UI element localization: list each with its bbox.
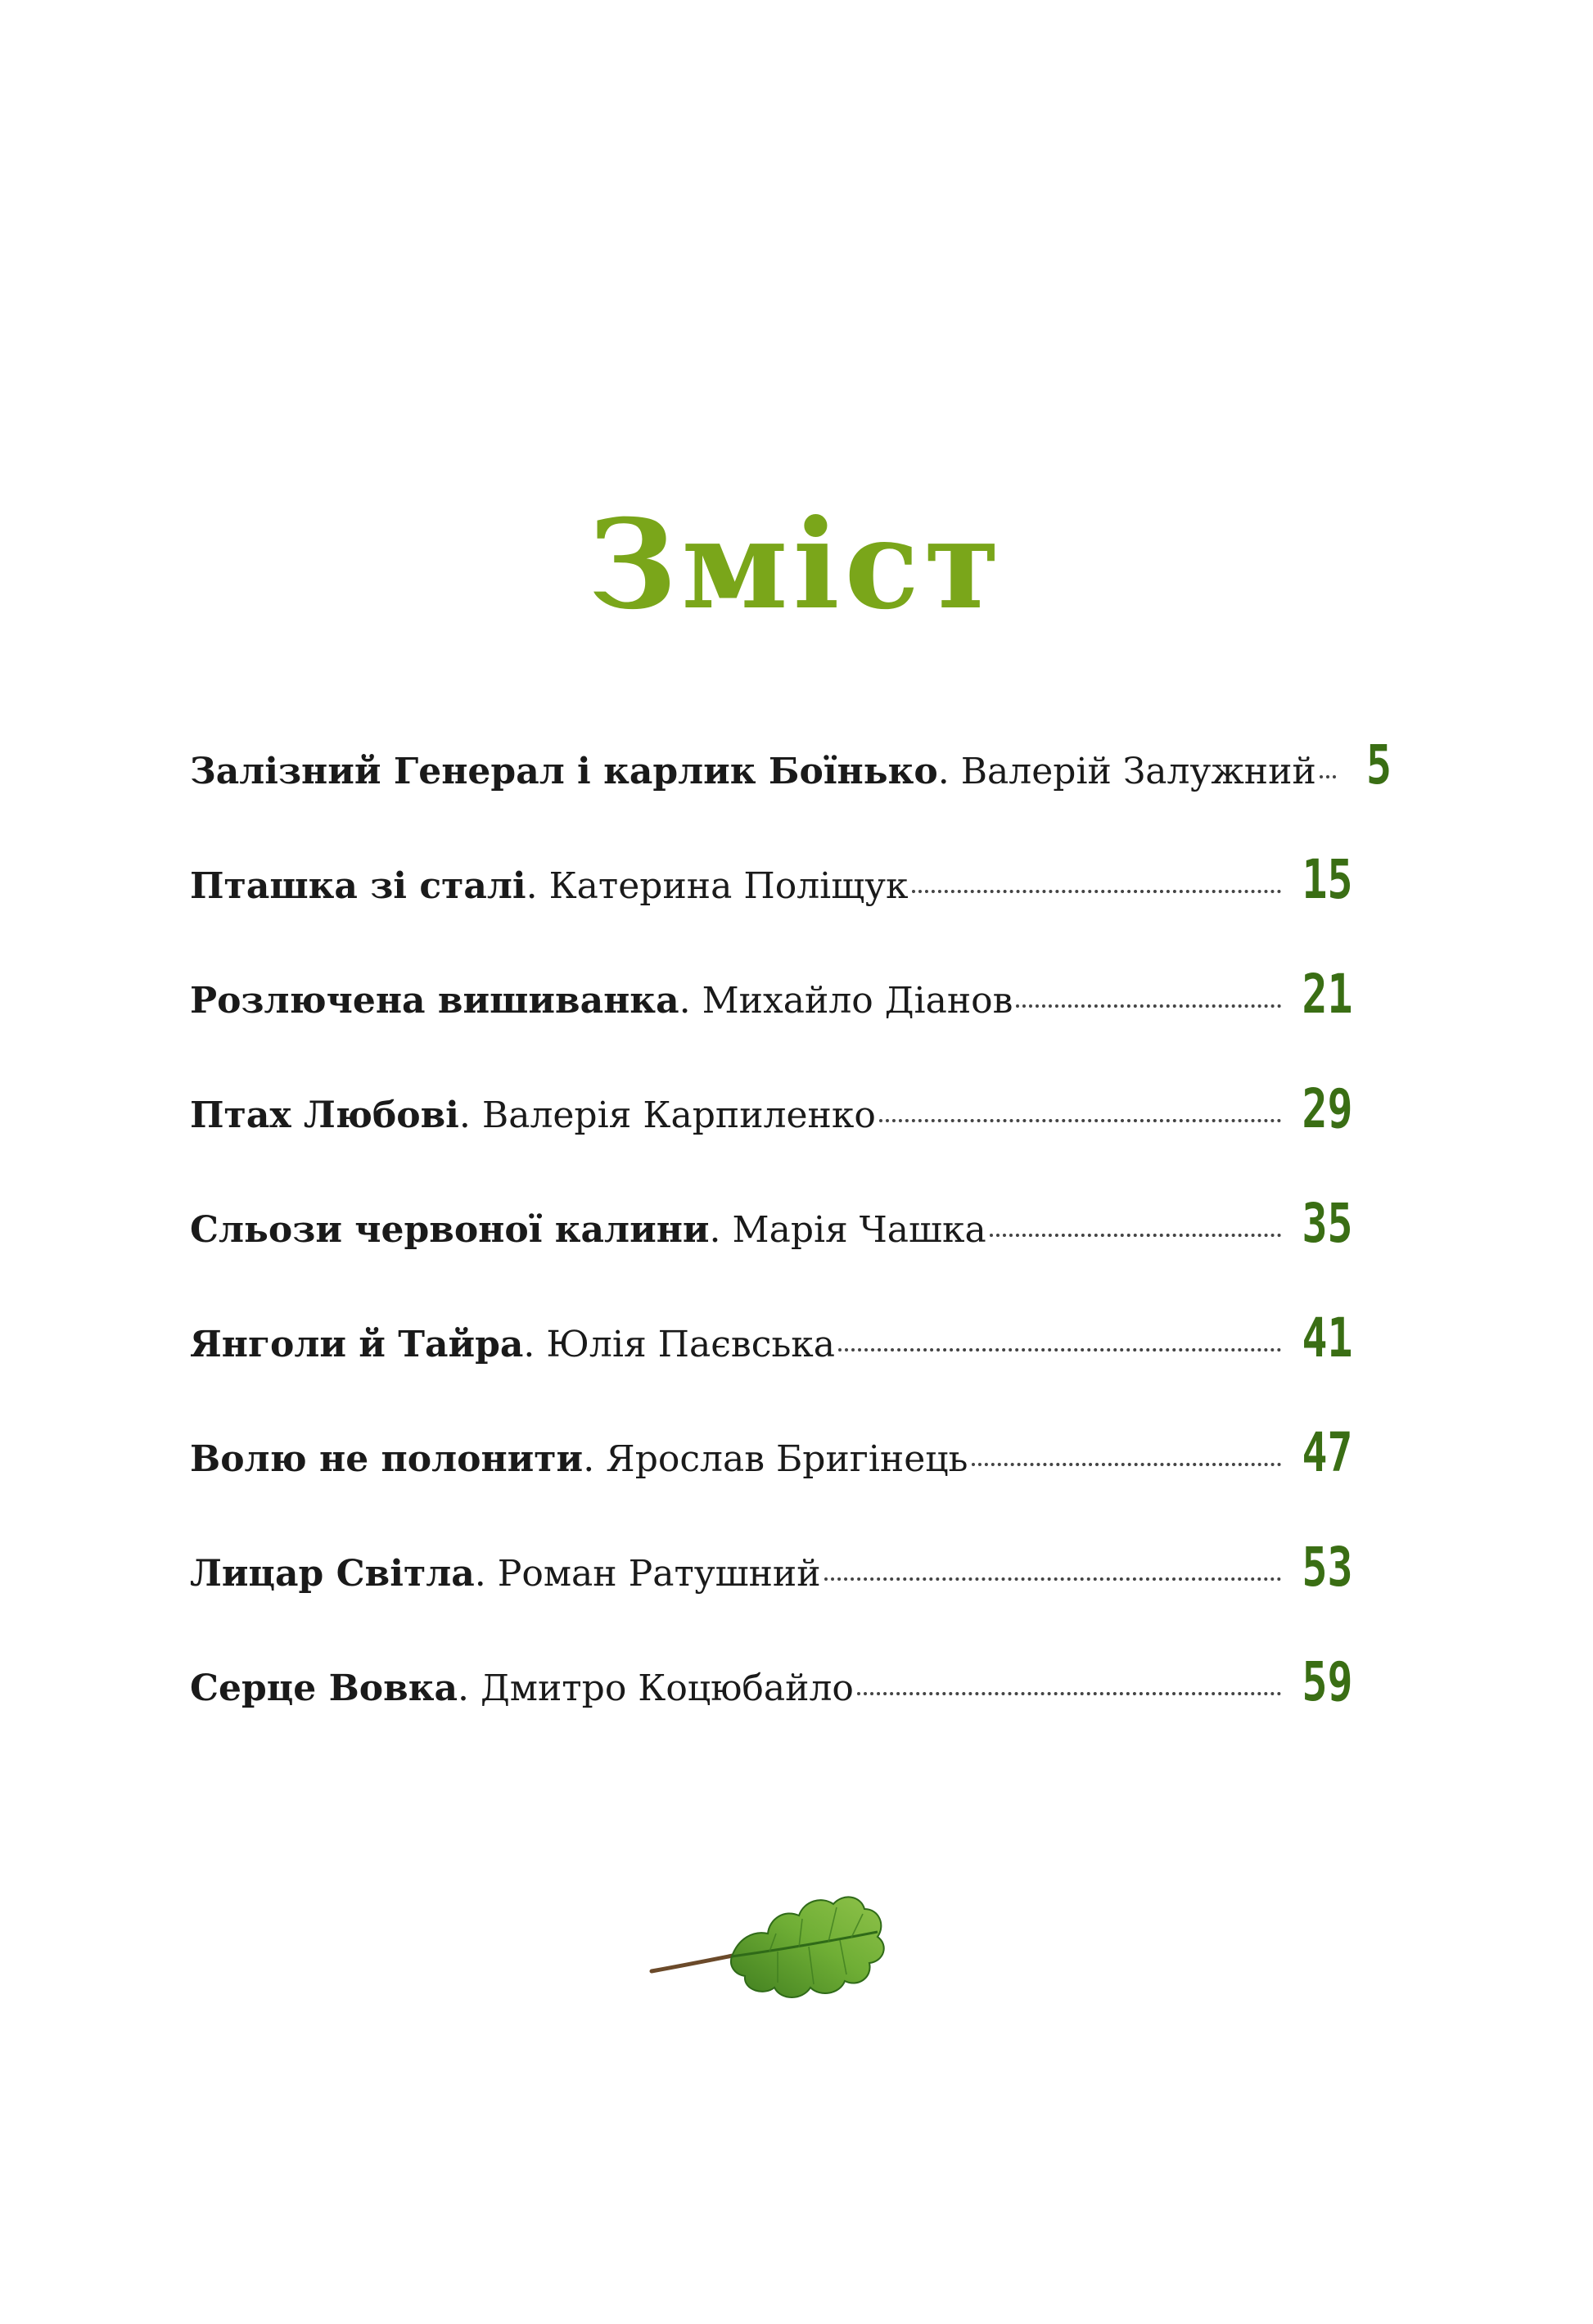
toc-entry-title: Птах Любові	[190, 1094, 459, 1136]
toc-entry-page-number: 21	[1302, 963, 1352, 1026]
table-of-contents	[190, 733, 1392, 1772]
toc-entry[interactable]	[190, 848, 1352, 970]
toc-entry-separator: .	[474, 1553, 498, 1595]
toc-entry-separator: .	[458, 1094, 482, 1136]
toc-entry[interactable]	[190, 963, 1352, 1085]
toc-entry[interactable]	[190, 1077, 1352, 1199]
toc-entry-title: Розлючена вишиванка	[190, 980, 679, 1022]
dot-leader	[824, 1577, 1281, 1581]
toc-entry[interactable]	[190, 1536, 1352, 1658]
leaf-blade	[731, 1897, 884, 1997]
toc-entry-page-number: 41	[1302, 1306, 1352, 1370]
toc-entry[interactable]	[190, 1306, 1352, 1428]
toc-entry-author: Валерій Залужний	[960, 751, 1316, 792]
toc-entry-title: Пташка зі сталі	[190, 865, 526, 907]
dot-leader	[857, 1692, 1281, 1695]
toc-entry-author: Михайло Діанов	[702, 980, 1013, 1022]
oak-leaf-icon	[647, 1850, 909, 2030]
toc-entry-separator: .	[526, 865, 549, 907]
dot-leader	[879, 1119, 1281, 1122]
toc-entry[interactable]	[190, 1650, 1352, 1772]
toc-entry[interactable]	[190, 733, 1392, 855]
toc-entry-author: Роман Ратушний	[497, 1553, 821, 1595]
toc-entry-separator: .	[937, 751, 961, 792]
dot-leader	[1016, 1004, 1280, 1008]
toc-entry-author: Марія Чашка	[732, 1209, 986, 1251]
toc-entry-author: Юлія Паєвська	[546, 1324, 836, 1365]
toc-entry-author: Валерія Карпиленко	[481, 1094, 876, 1136]
dot-leader	[990, 1234, 1281, 1237]
toc-entry-page-number: 15	[1302, 848, 1352, 911]
toc-entry-separator: .	[523, 1324, 547, 1365]
toc-entry-page-number: 59	[1302, 1650, 1352, 1713]
toc-entry-title: Серце Вовка	[190, 1667, 458, 1709]
dot-leader	[972, 1463, 1281, 1466]
toc-entry-page-number: 53	[1302, 1536, 1352, 1599]
toc-entry-page-number: 29	[1302, 1077, 1352, 1140]
toc-entry-title: Волю не полонити	[190, 1438, 584, 1480]
toc-entry-page-number: 35	[1302, 1192, 1352, 1255]
toc-entry-title: Залізний Генерал і карлик Боїнько	[190, 751, 938, 792]
page-title: Зміст	[588, 493, 1005, 637]
toc-entry-title: Сльози червоної калини	[190, 1209, 710, 1251]
dot-leader	[1320, 775, 1336, 778]
toc-entry-author: Катерина Поліщук	[548, 865, 909, 907]
toc-entry-separator: .	[458, 1667, 481, 1709]
dot-leader	[912, 890, 1281, 893]
toc-entry-separator: .	[583, 1438, 607, 1480]
toc-entry-separator: .	[679, 980, 702, 1022]
toc-entry-separator: .	[709, 1209, 733, 1251]
leaf-stem	[652, 1955, 737, 1971]
toc-entry-title: Янголи й Тайра	[190, 1324, 524, 1365]
toc-entry-author: Ярослав Бригінець	[606, 1438, 968, 1480]
toc-entry-title: Лицар Світла	[190, 1553, 475, 1595]
toc-entry[interactable]	[190, 1421, 1352, 1543]
toc-entry-page-number: 5	[1365, 733, 1392, 796]
dot-leader	[838, 1348, 1280, 1352]
toc-entry-author: Дмитро Коцюбайло	[480, 1667, 854, 1709]
toc-entry[interactable]	[190, 1192, 1352, 1314]
toc-entry-page-number: 47	[1302, 1421, 1352, 1484]
